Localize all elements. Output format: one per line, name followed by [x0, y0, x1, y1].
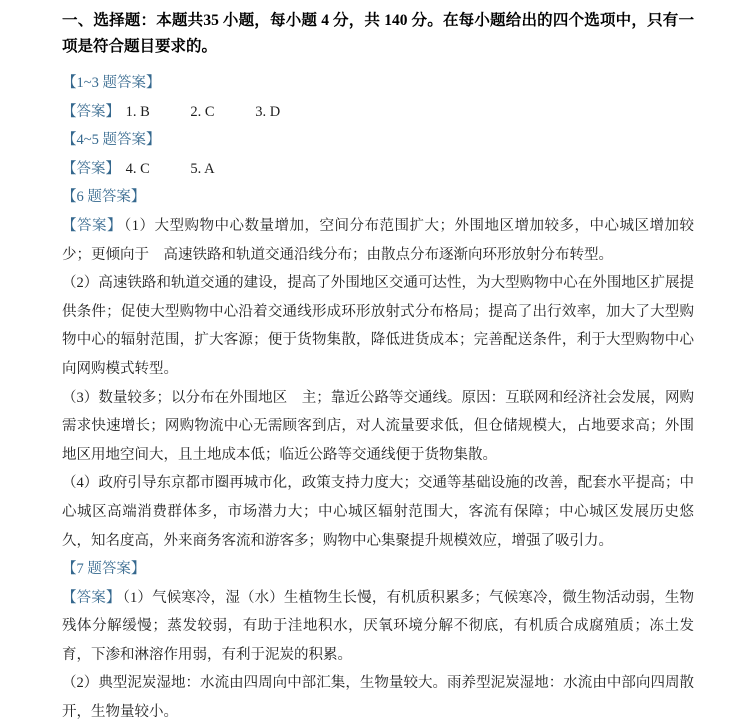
answer-line-4-5 — [62, 155, 694, 184]
answer-label: 【答案】 — [62, 589, 121, 606]
answer-label: 【答案】 — [62, 160, 120, 177]
answer-choice-1: 1. B — [125, 103, 150, 120]
answer-group-title-7: 【7 题答案】 — [62, 561, 146, 578]
answer-group-title-1-3: 【1~3 题答案】 — [62, 75, 161, 91]
answer-paragraph-7-2: （2）典型泥炭湿地：水流由四周向中部汇集，生物量较大。雨养型泥炭湿地：水流由中部向四周散开，生物量较小。 — [62, 675, 694, 721]
answer-choice-3: 3. D — [255, 103, 281, 120]
answer-group-title-4-5: 【4~5 题答案】 — [62, 132, 161, 149]
answer-paragraph-6-3: （3）数量较多；以分布在外围地区 主；靠近公路等交通线。原因：互联网和经济社会发展，网购需求快速增长；网购物流中心无需顾客到店，对人流量要求低，但仓储规模大，占地要求高；外围地区用地空间大，且土地成本低；临近公路等交通线便于货物集散。 — [62, 389, 694, 463]
answer-paragraph-6-4: （4）政府引导东京都市圈再城市化，政策支持力度大；交通等基础设施的改善，配套水平提高；中心城区高端消费群体多，市场潜力大；中心城区辐射范围大，客流有保障；中心城区发展历史悠久，知名度高，外来商务客流和游客多；购物中心集聚提升规模效应，增强了吸引力。 — [62, 475, 694, 549]
answer-text: （1）大型购物中心数量增加，空间分布范围扩大；外围地区增加较多，中心城区增加较少；更倾向于 高速铁路和轨道交通沿线分布；由散点分布逐渐向环形放射分布转型。 — [62, 217, 694, 263]
answer-paragraph-6-1 — [62, 212, 694, 269]
answer-paragraph-6-2: （2）高速铁路和轨道交通的建设，提高了外围地区交通可达性，为大型购物中心在外围地区扩展提供条件；促使大型购物中心沿着交通线形成环形放射式分布格局；提高了出行效率，加大了大型购物中心的辐射范围，扩大客源；便于货物集散，降低进货成本；完善配送条件，利于大型购物中心向网购模式转型。 — [62, 275, 694, 377]
answer-label: 【答案】 — [62, 217, 122, 234]
answer-choice-2: 2. C — [190, 103, 215, 120]
answer-text: （1）气候寒冷，湿（水）生植物生长慢，有机质积累多；气候寒冷，微生物活动弱，生物残体分解缓慢；蒸发较弱，有助于洼地积水，厌氧环境分解不彻底，有机质合成腐殖质；冻土发育，下渗和淋溶作用弱，有利于泥炭的积累。 — [62, 589, 695, 663]
answer-paragraph-7-1 — [62, 584, 694, 670]
section-heading: 一、选择题：本题共35 小题，每小题 4 分，共 140 分。在每小题给出的四个选项中，只有一项是符合题目要求的。 — [62, 12, 694, 55]
answer-label: 【答案】 — [62, 103, 120, 120]
answer-choice-4: 4. C — [125, 160, 150, 177]
answer-choice-5: 5. A — [190, 160, 215, 177]
answer-group-title-6: 【6 题答案】 — [62, 189, 146, 206]
answer-line-1-3 — [62, 98, 694, 127]
